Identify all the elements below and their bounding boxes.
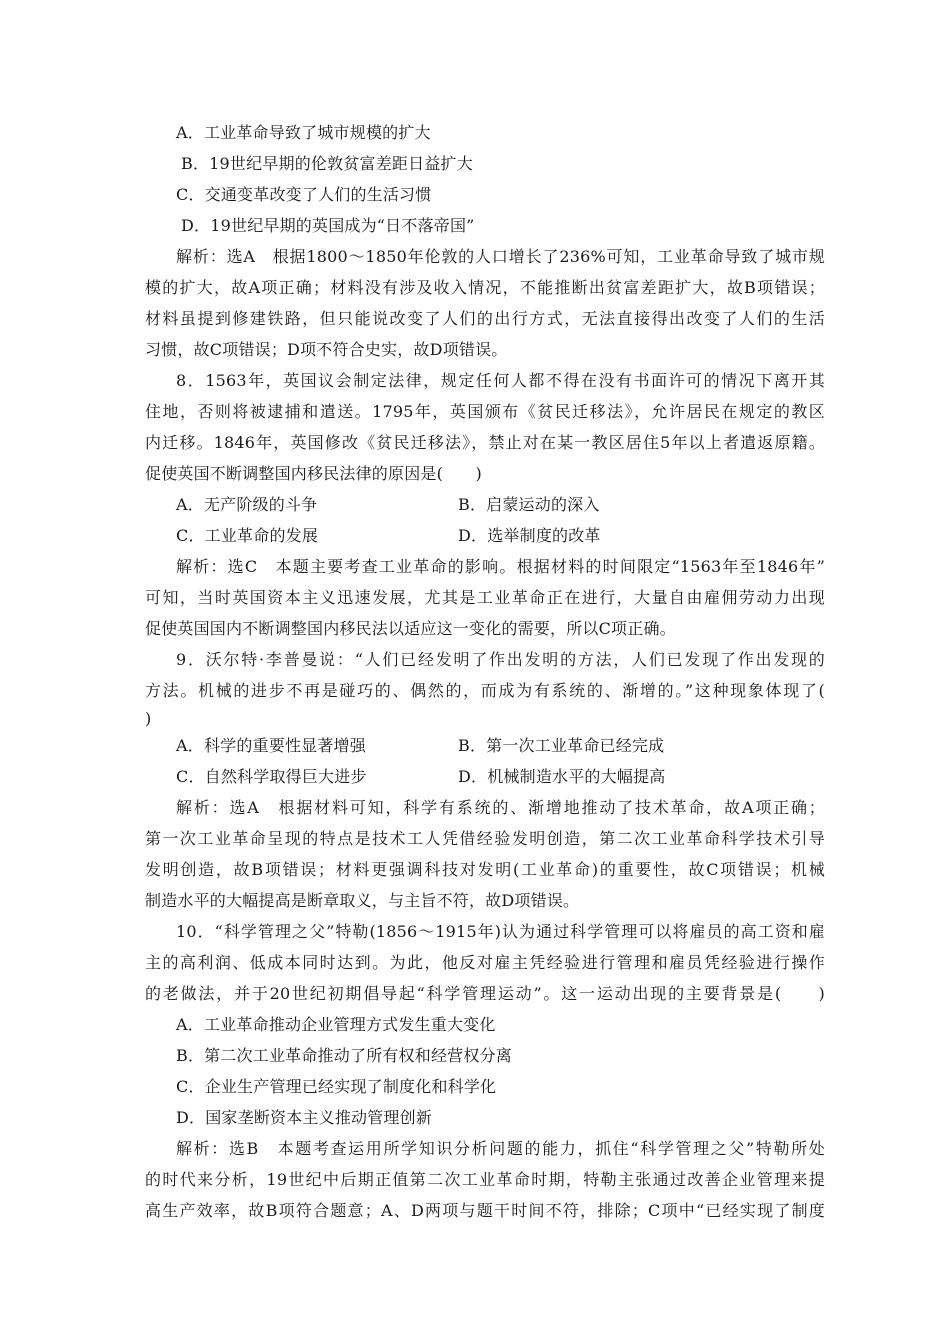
- q8-stem-line: 8．1563年，英国议会制定法律，规定任何人都不得在没有书面许可的情况下离开其: [176, 371, 825, 390]
- q10-option-b: B．第二次工业革命推动了所有权和经营权分离: [176, 1046, 512, 1065]
- q9-analysis-line: 制造水平的大幅提高是断章取义，与主旨不符，故D项错误。: [145, 891, 580, 910]
- q9-option-d: D．机械制造水平的大幅提高: [458, 767, 666, 786]
- q8-stem-line: 住地，否则将被逮捕和遣送。1795年，英国颁布《贫民迁移法》，允许居民在规定的教区: [145, 402, 825, 421]
- q8-option-b: B．启蒙运动的深入: [458, 495, 600, 514]
- q9-analysis-line: 第一次工业革命呈现的特点是技术工人凭借经验发明创造，第二次工业革命科学技术引导: [145, 829, 825, 848]
- q9-stem-line: 方法。机械的进步不再是碰巧的、偶然的，而成为有系统的、渐增的。”这种现象体现了(: [145, 681, 825, 700]
- q8-option-d: D．选举制度的改革: [458, 526, 601, 545]
- q7-option-b: B．19世纪早期的伦敦贫富差距日益扩大: [181, 154, 473, 173]
- q10-analysis-line: 解析：选B 本题考查运用所学知识分析问题的能力，抓住“科学管理之父”特勒所处: [176, 1139, 825, 1158]
- q10-analysis-line: 高生产效率，故B项符合题意；A、D两项与题干时间不符，排除；C项中“已经实现了制度: [145, 1201, 825, 1220]
- q9-analysis-line: 解析：选A 根据材料可知，科学有系统的、渐增地推动了技术革命，故A项正确；: [176, 798, 825, 817]
- q8-option-c: C．工业革命的发展: [176, 526, 319, 545]
- q9-stem-line: 9．沃尔特·李普曼说：“人们已经发明了作出发明的方法，人们已发现了作出发现的: [176, 650, 825, 669]
- q9-analysis-line: 发明创造，故B项错误；材料更强调科技对发明(工业革命)的重要性，故C项错误；机械: [145, 860, 825, 879]
- q9-stem-line: ): [145, 709, 152, 728]
- q8-stem-line: 促使英国不断调整国内移民法律的原因是( ): [145, 464, 482, 483]
- q10-stem-line: 的老做法，并于20世纪初期倡导起“科学管理运动”。这一运动出现的主要背景是( ): [145, 984, 825, 1003]
- q8-stem-line: 内迁移。1846年，英国修改《贫民迁移法》，禁止对在某一教区居住5年以上者遣返原籍。: [145, 433, 825, 452]
- q7-option-c: C．交通变革改变了人们的生活习惯: [176, 185, 432, 204]
- q10-option-d: D．国家垄断资本主义推动管理创新: [176, 1108, 433, 1127]
- q9-option-b: B．第一次工业革命已经完成: [458, 736, 665, 755]
- q7-option-a: A．工业革命导致了城市规模的扩大: [176, 123, 431, 142]
- q7-analysis-line: 材料虽提到修建铁路，但只能说改变了人们的出行方式，无法直接得出改变了人们的生活: [145, 309, 825, 328]
- q7-analysis-line: 模的扩大，故A项正确；材料没有涉及收入情况，不能推断出贫富差距扩大，故B项错误；: [145, 278, 825, 297]
- q9-option-c: C．自然科学取得巨大进步: [176, 767, 367, 786]
- q10-option-c: C．企业生产管理已经实现了制度化和科学化: [176, 1077, 497, 1096]
- q7-analysis-line: 解析：选A 根据1800～1850年伦敦的人口增长了236%可知，工业革命导致了城市规: [176, 247, 825, 266]
- q8-analysis-line: 促使英国国内不断调整国内移民法以适应这一变化的需要，所以C项正确。: [145, 619, 676, 638]
- q8-analysis-line: 可知，当时英国资本主义迅速发展，尤其是工业革命正在进行，大量自由雇佣劳动力出现: [145, 588, 825, 607]
- q10-analysis-line: 的时代来分析，19世纪中后期正值第二次工业革命时期，特勒主张通过改善企业管理来提: [145, 1170, 825, 1189]
- q7-analysis-line: 习惯，故C项错误；D项不符合史实，故D项错误。: [145, 340, 508, 359]
- q7-option-d: D．19世纪早期的英国成为“日不落帝国”: [181, 216, 475, 235]
- q8-option-a: A．无产阶级的斗争: [176, 495, 318, 514]
- q8-analysis-line: 解析：选C 本题主要考查工业革命的影响。根据材料的时间限定“1563年至1846年”: [176, 557, 825, 576]
- q10-option-a: A．工业革命推动企业管理方式发生重大变化: [176, 1015, 496, 1034]
- q10-stem-line: 10．“科学管理之父”特勒(1856～1915年)认为通过科学管理可以将雇员的高工资和雇: [176, 922, 825, 941]
- q10-stem-line: 主的高利润、低成本同时达到。为此，他反对雇主凭经验进行管理和雇员凭经验进行操作: [145, 953, 825, 972]
- q9-option-a: A．科学的重要性显著增强: [176, 736, 366, 755]
